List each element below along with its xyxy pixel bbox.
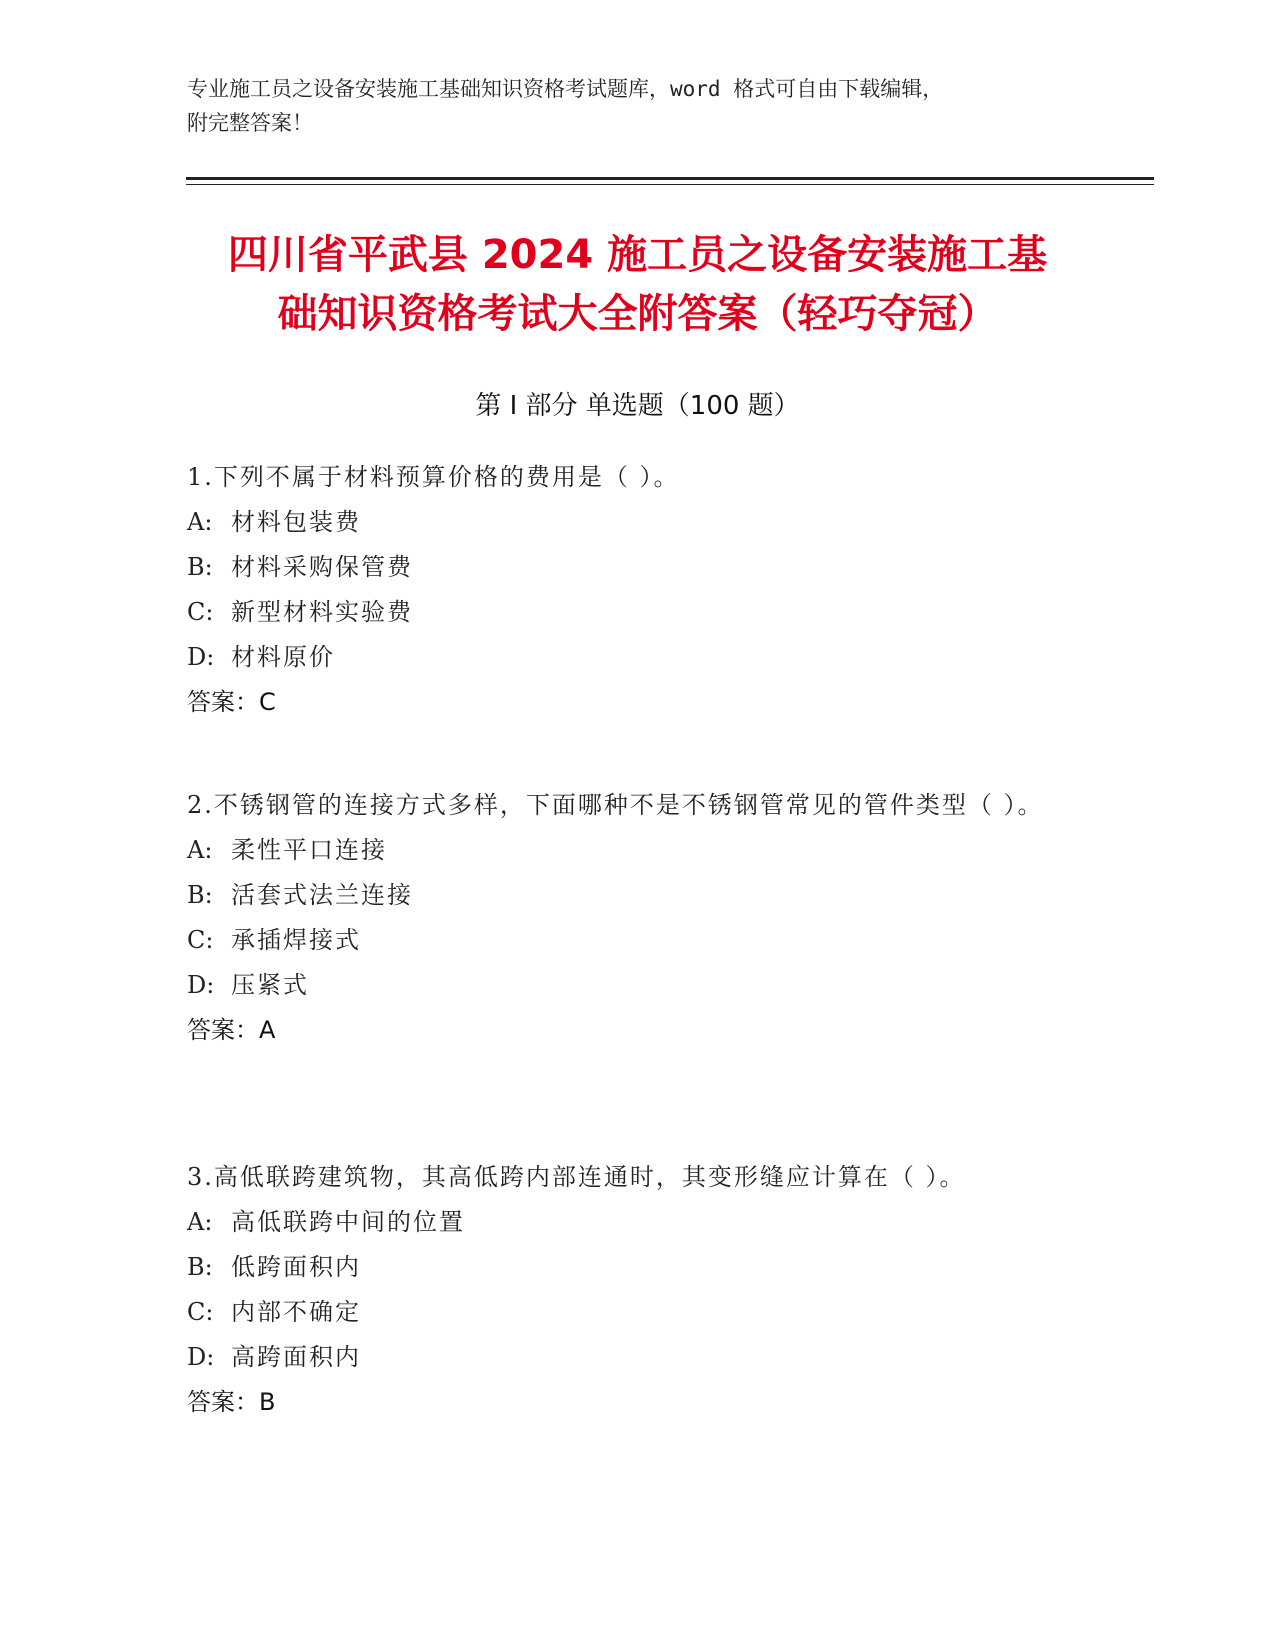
option-text: 材料包装费 bbox=[231, 508, 361, 536]
option-letter: A: bbox=[187, 1208, 213, 1236]
option-d bbox=[187, 1335, 1107, 1380]
option-b bbox=[187, 545, 1107, 590]
document-title-line-1: 四川省平武县 2024 施工员之设备安装施工基 bbox=[227, 232, 1048, 278]
option-text: 内部不确定 bbox=[231, 1298, 361, 1326]
header-note-line-1: 专业施工员之设备安装施工基础知识资格考试题库，word 格式可自由下载编辑， bbox=[187, 77, 944, 101]
option-text: 材料采购保管费 bbox=[231, 553, 413, 581]
option-a bbox=[187, 828, 1107, 873]
question-stem: 3.高低联跨建筑物，其高低跨内部连通时，其变形缝应计算在（ ）。 bbox=[187, 1163, 966, 1191]
answer-line: 答案：A bbox=[187, 1016, 276, 1044]
option-text: 高跨面积内 bbox=[231, 1343, 361, 1371]
option-text: 压紧式 bbox=[231, 971, 309, 999]
option-text: 材料原价 bbox=[231, 643, 335, 671]
answer-line: 答案：B bbox=[187, 1388, 276, 1416]
option-a bbox=[187, 1200, 1107, 1245]
option-letter: D: bbox=[187, 971, 215, 999]
header-note bbox=[187, 72, 1087, 140]
option-letter: C: bbox=[187, 598, 214, 626]
option-letter: D: bbox=[187, 643, 215, 671]
question-stem: 1.下列不属于材料预算价格的费用是（ ）。 bbox=[187, 463, 680, 491]
question-stem: 2.不锈钢管的连接方式多样，下面哪种不是不锈钢管常见的管件类型（ ）。 bbox=[187, 791, 1044, 819]
question-1 bbox=[187, 455, 1107, 725]
option-b bbox=[187, 1245, 1107, 1290]
question-2 bbox=[187, 783, 1107, 1053]
option-letter: B: bbox=[187, 1253, 213, 1281]
section-heading: 第 I 部分 单选题（100 题） bbox=[475, 391, 800, 421]
option-d bbox=[187, 963, 1107, 1008]
option-c bbox=[187, 1290, 1107, 1335]
option-text: 高低联跨中间的位置 bbox=[231, 1208, 465, 1236]
option-c bbox=[187, 590, 1107, 635]
option-text: 新型材料实验费 bbox=[231, 598, 413, 626]
option-letter: C: bbox=[187, 1298, 214, 1326]
option-letter: A: bbox=[187, 508, 213, 536]
option-text: 承插焊接式 bbox=[231, 926, 361, 954]
option-letter: C: bbox=[187, 926, 214, 954]
option-text: 柔性平口连接 bbox=[231, 836, 387, 864]
option-c bbox=[187, 918, 1107, 963]
question-3 bbox=[187, 1155, 1107, 1425]
header-note-line-2: 附完整答案！ bbox=[187, 111, 313, 135]
document-title-line-2: 础知识资格考试大全附答案（轻巧夺冠） bbox=[277, 291, 998, 337]
option-letter: B: bbox=[187, 553, 213, 581]
header-divider-thin bbox=[186, 184, 1154, 185]
option-text: 活套式法兰连接 bbox=[231, 881, 413, 909]
option-a bbox=[187, 500, 1107, 545]
option-letter: A: bbox=[187, 836, 213, 864]
option-text: 低跨面积内 bbox=[231, 1253, 361, 1281]
document-title bbox=[150, 226, 1125, 344]
header-divider-thick bbox=[186, 177, 1154, 180]
option-letter: D: bbox=[187, 1343, 215, 1371]
option-d bbox=[187, 635, 1107, 680]
option-b bbox=[187, 873, 1107, 918]
option-letter: B: bbox=[187, 881, 213, 909]
answer-line: 答案：C bbox=[187, 688, 276, 716]
